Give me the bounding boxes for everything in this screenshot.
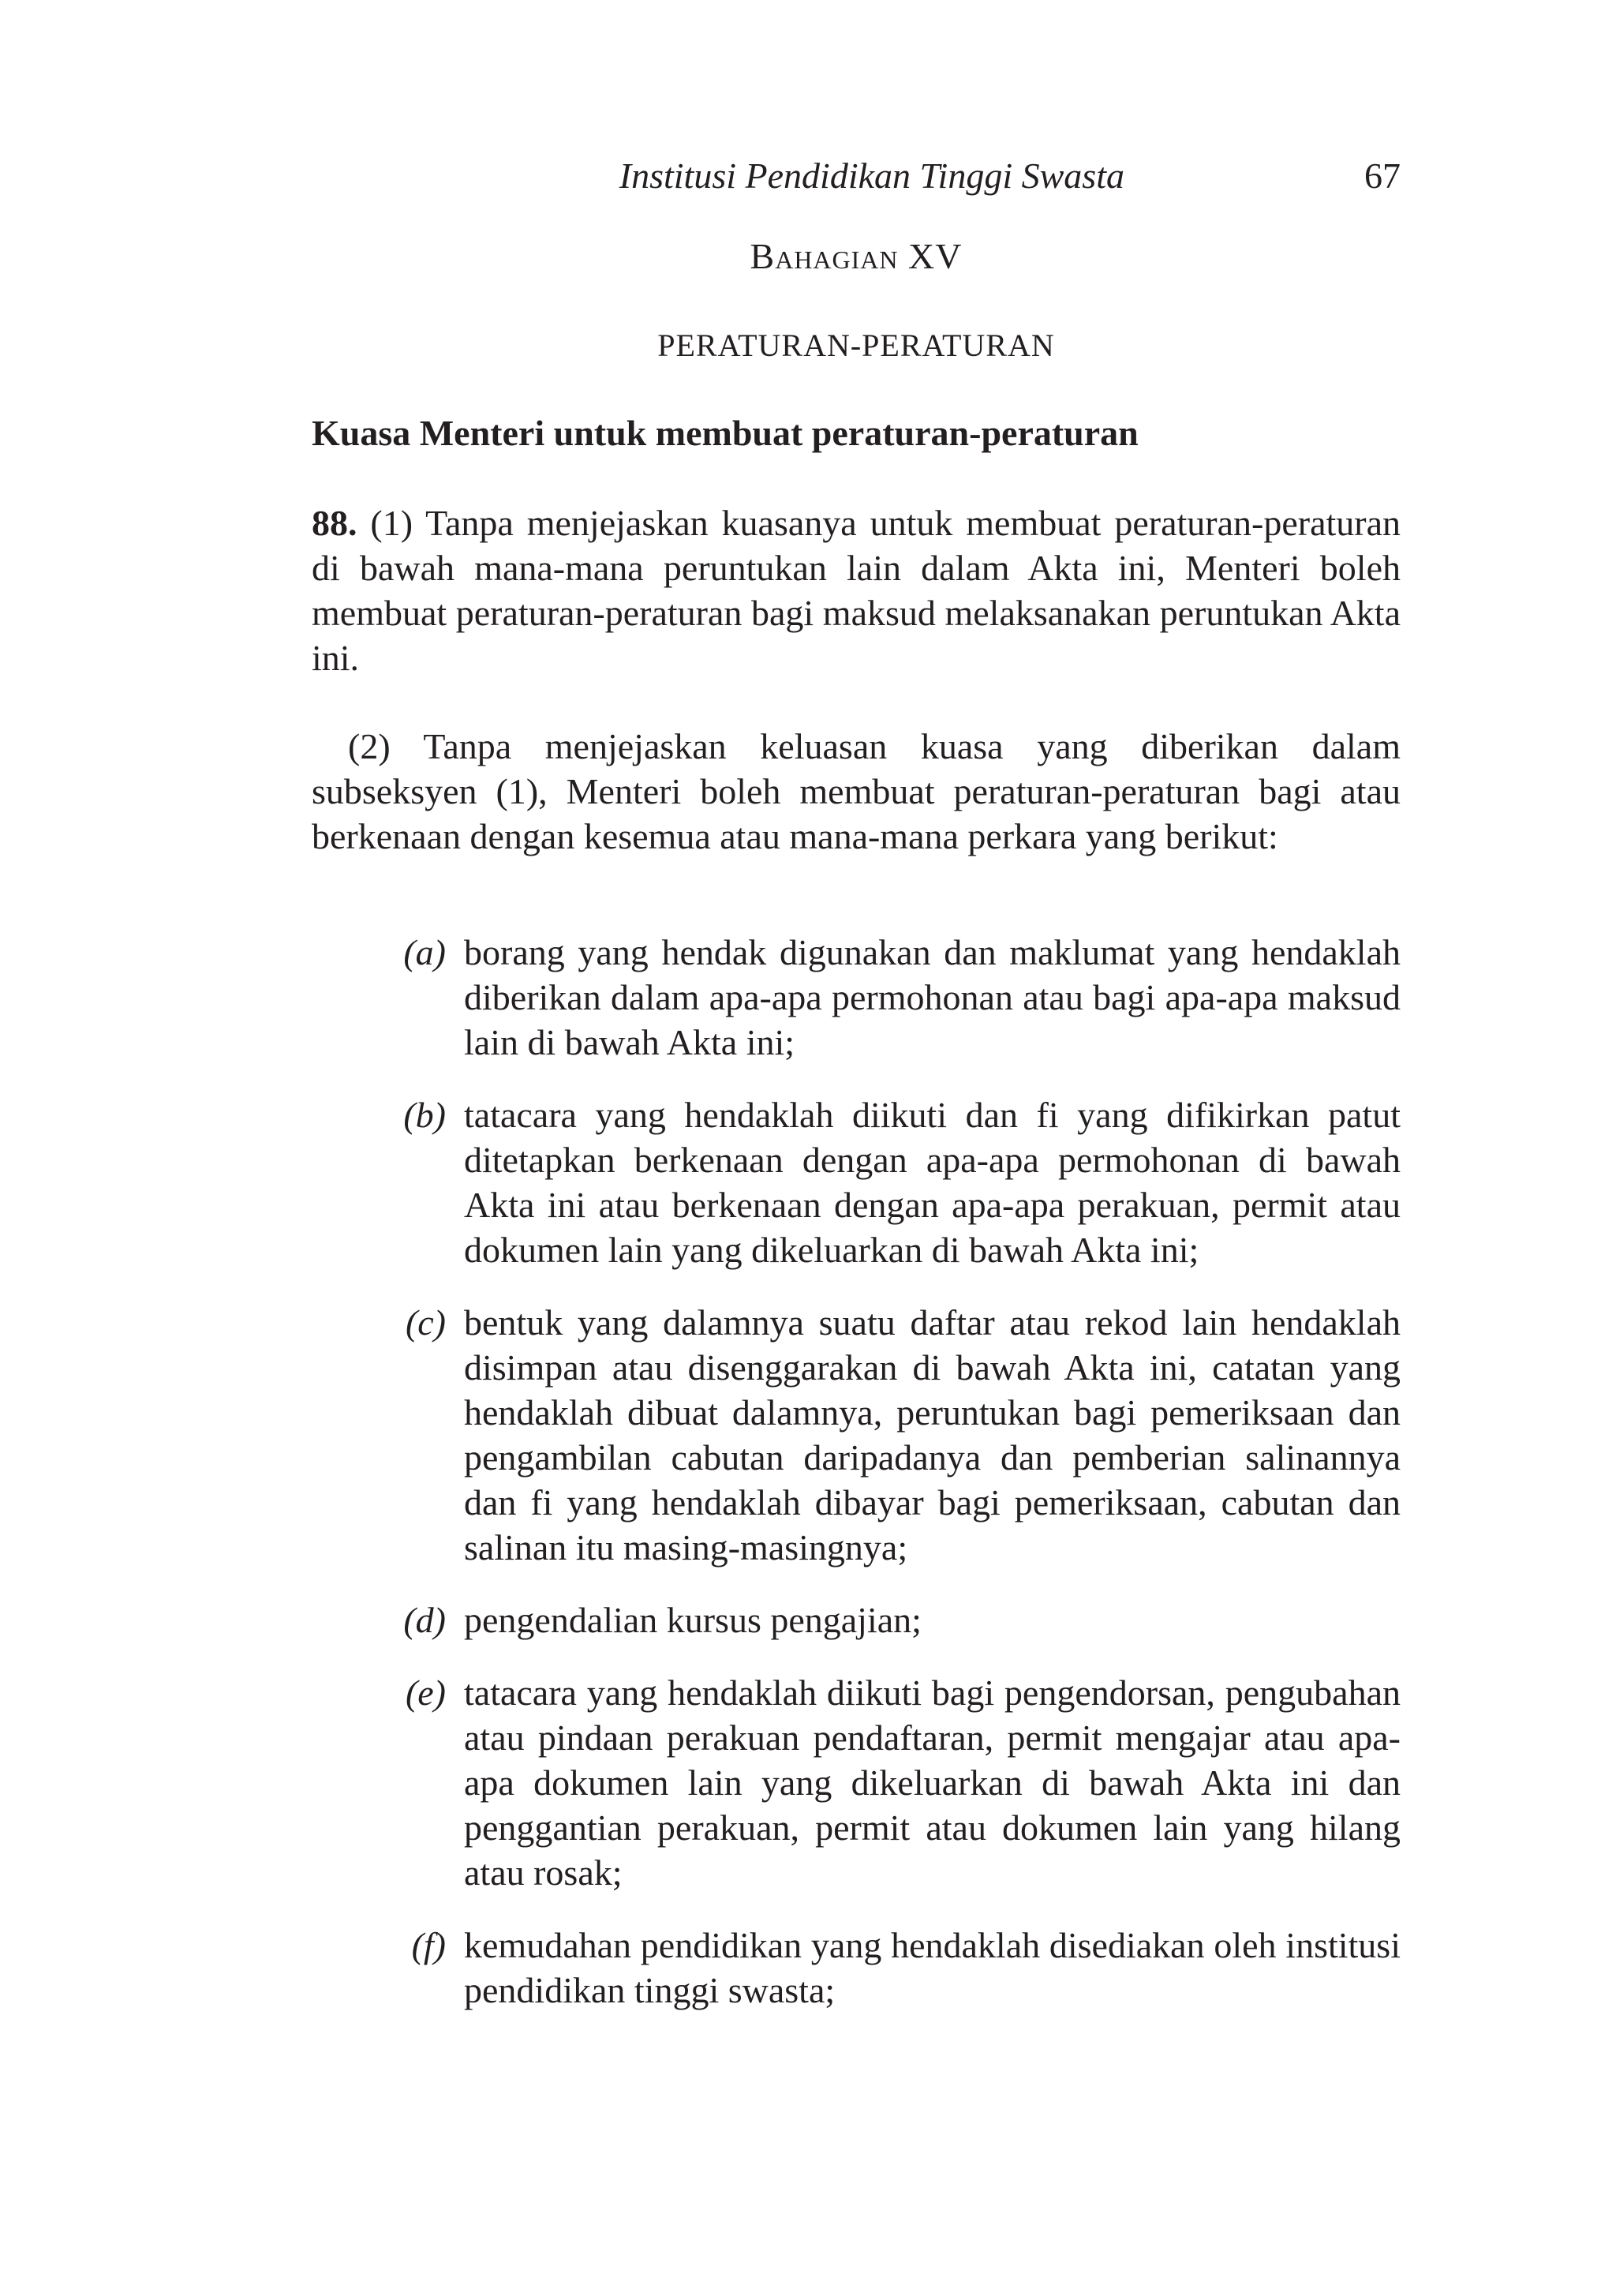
item-label: (b) [403, 1095, 446, 1135]
list-item [312, 1923, 1401, 2013]
item-text: pengendalian kursus pengajian; [464, 1600, 922, 1640]
subsection-1-text: (1) Tanpa menjejaskan kuasanya untuk membuat peraturan-peraturan di bawah mana-mana peruntukan lain dalam Akta ini, Menteri boleh membuat peraturan-peraturan bagi maksud melaksanakan peruntukan Akta ini. [312, 503, 1401, 678]
running-head-title: Institusi Pendidikan Tinggi Swasta [619, 155, 1124, 196]
page-number: 67 [1364, 155, 1401, 196]
item-label: (d) [403, 1600, 446, 1640]
item-text: tatacara yang hendaklah diikuti dan fi yang difikirkan patut ditetapkan berkenaan dengan apa-apa permohonan di bawah Akta ini atau berkenaan dengan apa-apa perakuan, permit atau dokumen lain yang dikeluarkan di bawah Akta ini; [464, 1095, 1401, 1270]
list-item [312, 1092, 1401, 1272]
section-heading: Kuasa Menteri untuk membuat peraturan-peraturan [312, 413, 1139, 453]
subsection-1-paragraph [312, 500, 1401, 680]
part-title: PERATURAN-PERATURAN [657, 328, 1055, 363]
subsection-2-text: (2) Tanpa menjejaskan keluasan kuasa yang diberikan dalam subseksyen (1), Menteri boleh membuat peraturan-peraturan bagi atau berkenaan dengan kesemua atau mana-mana perkara yang berikut: [312, 726, 1401, 856]
item-text: bentuk yang dalamnya suatu daftar atau rekod lain hendaklah disimpan atau disenggarakan di bawah Akta ini, catatan yang hendaklah dibuat dalamnya, peruntukan bagi pemeriksaan dan pengambilan cabutan daripadanya dan pemberian salinannya dan fi yang hendaklah dibayar bagi pemeriksaan, cabutan dan salinan itu masing-masingnya; [464, 1302, 1401, 1567]
running-head [312, 155, 1401, 210]
section-number: 88. [312, 503, 357, 543]
part-heading: Bahagian XV [750, 236, 963, 276]
paragraph-list [312, 930, 1401, 2040]
item-label: (a) [403, 932, 446, 972]
item-label: (e) [405, 1672, 446, 1713]
item-text: kemudahan pendidikan yang hendaklah disediakan oleh institusi pendidikan tinggi swasta; [464, 1925, 1401, 2010]
item-text: borang yang hendak digunakan dan maklumat yang hendaklah diberikan dalam apa-apa permohonan atau bagi apa-apa maksud lain di bawah Akta ini; [464, 932, 1401, 1062]
list-item [312, 1300, 1401, 1570]
list-item [312, 1597, 1401, 1642]
list-item [312, 930, 1401, 1065]
item-text: tatacara yang hendaklah diikuti bagi pengendorsan, pengubahan atau pindaan perakuan pendaftaran, permit mengajar atau apa-apa dokumen lain yang dikeluarkan di bawah Akta ini dan penggantian perakuan, permit atau dokumen lain yang hilang atau rosak; [464, 1672, 1401, 1893]
list-item [312, 1670, 1401, 1895]
item-label: (c) [405, 1302, 446, 1343]
subsection-2-paragraph [312, 724, 1401, 859]
item-label: (f) [411, 1925, 446, 1965]
